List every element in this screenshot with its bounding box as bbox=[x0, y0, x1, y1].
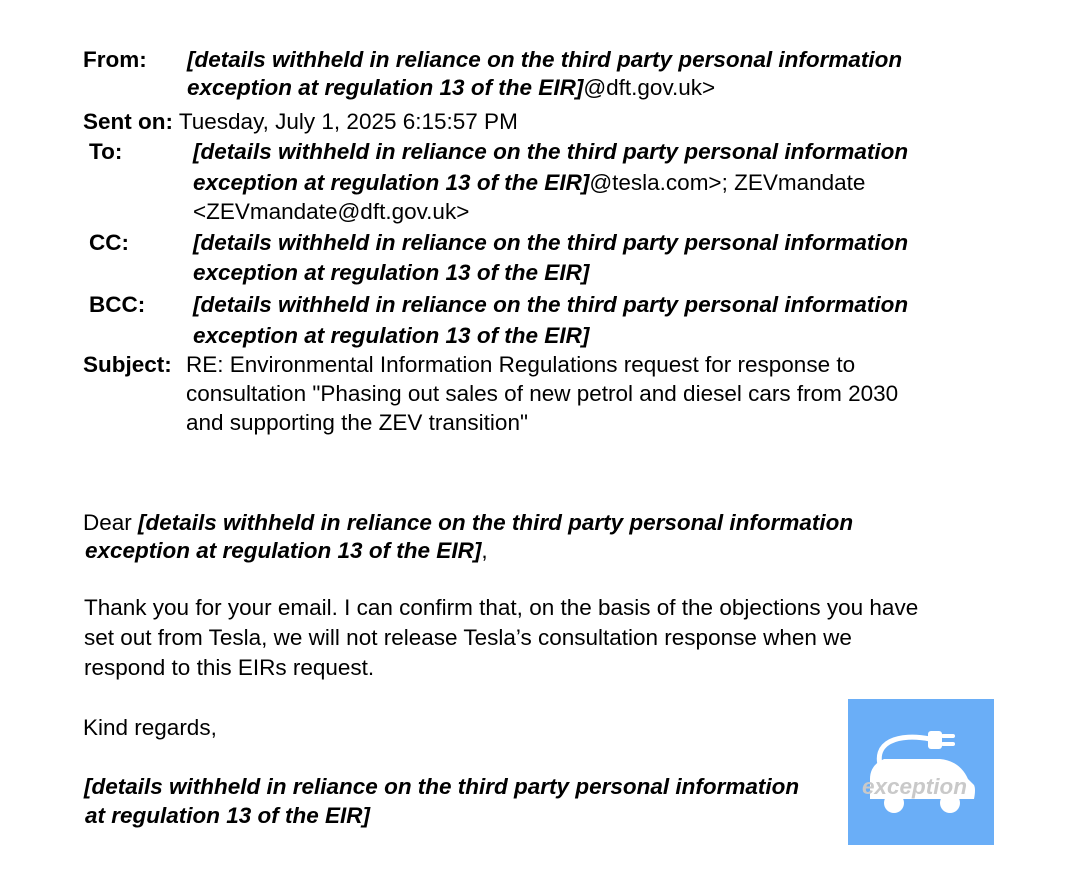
salutation-redacted-cont: exception at regulation 13 of the EIR] bbox=[85, 538, 482, 563]
sent-on-label: Sent on: bbox=[83, 109, 173, 134]
signature-faded-word: exception bbox=[862, 774, 968, 799]
salutation-suffix: , bbox=[481, 538, 488, 563]
from-value-redacted: [details withheld in reliance on the third party personal information bbox=[187, 47, 903, 72]
cc-label: CC: bbox=[89, 230, 129, 255]
to-value-tail: @tesla.com>; ZEVmandate bbox=[589, 170, 866, 195]
from-label: From: bbox=[83, 47, 147, 72]
subject-line2: consultation "Phasing out sales of new petrol and diesel cars from 2030 bbox=[186, 381, 899, 406]
from-value-line2 bbox=[187, 73, 715, 103]
salutation-prefix: Dear bbox=[83, 510, 139, 535]
bcc-value-redacted: [details withheld in reliance on the third party personal information bbox=[193, 292, 909, 317]
from-domain: @dft.gov.uk> bbox=[583, 75, 716, 100]
to-value-line3: <ZEVmandate@dft.gov.uk> bbox=[193, 199, 470, 224]
closing: Kind regards, bbox=[83, 715, 217, 740]
signature-line1 bbox=[84, 772, 799, 802]
sent-on-value: Tuesday, July 1, 2025 6:15:57 PM bbox=[178, 109, 518, 134]
cc-value-redacted-cont: exception at regulation 13 of the EIR] bbox=[193, 260, 590, 285]
from-value-redacted-cont: exception at regulation 13 of the EIR] bbox=[187, 75, 584, 100]
signature-line2: at regulation 13 of the EIR] bbox=[85, 803, 371, 828]
to-value-redacted: [details withheld in reliance on the third party personal information bbox=[193, 139, 909, 164]
cc-value-redacted: [details withheld in reliance on the third party personal information bbox=[193, 230, 909, 255]
to-value-line2 bbox=[193, 168, 865, 198]
body-paragraph-line1: Thank you for your email. I can confirm that, on the basis of the objections you have bbox=[84, 595, 919, 620]
sent-on-row bbox=[83, 107, 518, 137]
body-paragraph-line2: set out from Tesla, we will not release Tesla’s consultation response when we bbox=[84, 625, 852, 650]
bcc-value-redacted-cont: exception at regulation 13 of the EIR] bbox=[193, 323, 590, 348]
signature-redacted: [details withheld in reliance on the third party personal information bbox=[84, 774, 800, 799]
subject-line1: RE: Environmental Information Regulations request for response to bbox=[186, 352, 856, 377]
to-value-redacted-cont: exception at regulation 13 of the EIR] bbox=[193, 170, 590, 195]
subject-label: Subject: bbox=[83, 352, 172, 377]
salutation-line2 bbox=[85, 536, 488, 566]
body-paragraph-line3: respond to this EIRs request. bbox=[84, 655, 375, 680]
salutation-line1 bbox=[83, 508, 853, 538]
salutation-redacted: [details withheld in reliance on the third party personal information bbox=[138, 510, 854, 535]
subject-line3: and supporting the ZEV transition" bbox=[186, 410, 528, 435]
bcc-label: BCC: bbox=[89, 292, 146, 317]
to-label: To: bbox=[89, 139, 123, 164]
